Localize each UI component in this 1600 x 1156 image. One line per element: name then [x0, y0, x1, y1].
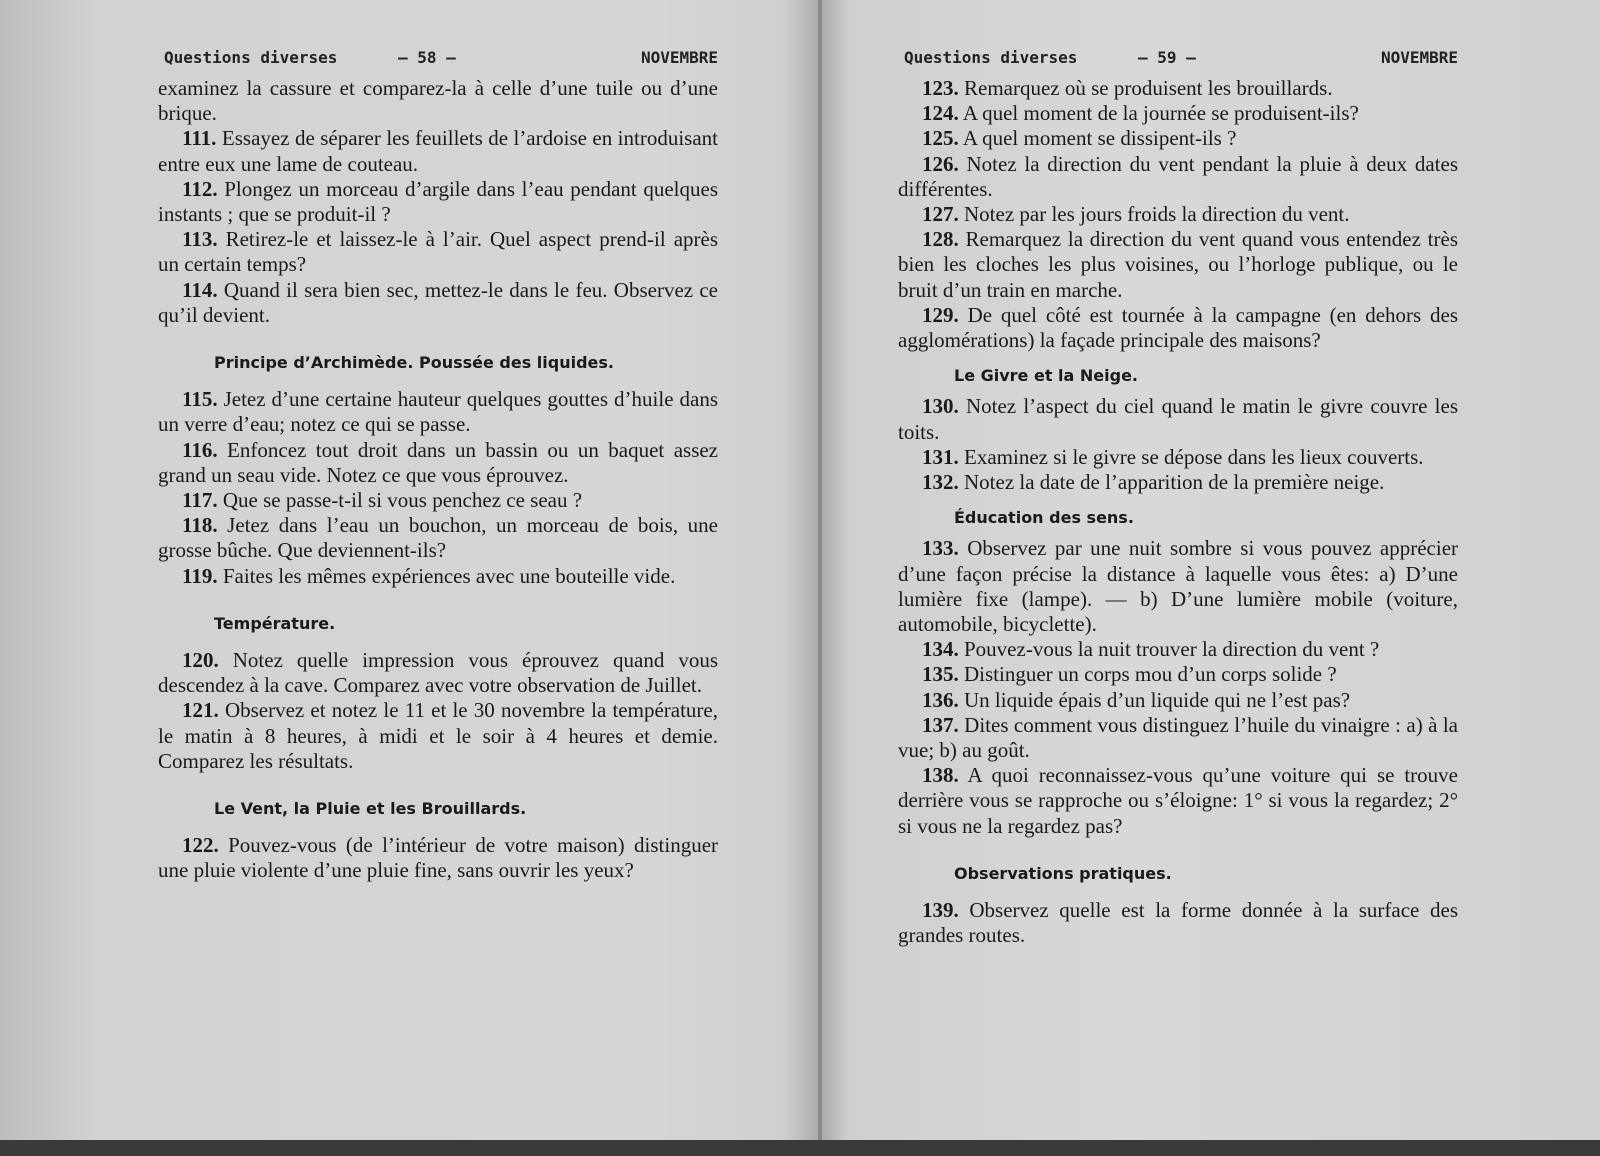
section-heading: Le Vent, la Pluie et les Brouillards. [214, 799, 527, 819]
question-text: Pouvez-vous (de l’intérieur de votre maison) distinguer une pluie violente d’une pluie fine, sans ouvrir les yeux? [158, 833, 719, 883]
question-paragraph [158, 833, 718, 883]
question-number: 115. [182, 387, 218, 412]
question-text: Faites les mêmes expériences avec une bouteille vide. [222, 563, 676, 588]
question-paragraph [898, 445, 1458, 470]
question-number: 123. [922, 76, 959, 100]
header-month: NOVEMBRE [1380, 48, 1458, 67]
question-number: 118. [182, 513, 218, 538]
question-number: 113. [182, 227, 218, 252]
question-number: 112. [182, 176, 218, 201]
question-text: A quoi reconnaissez-vous qu’une voiture qui se trouve derrière vous se rapproche ou s’éloigne: 1° si vous la regardez; 2° si vous ne la regardez pas? [898, 763, 1458, 838]
question-text: Observez quelle est la forme donnée à la surface des grandes routes. [898, 898, 1459, 948]
question-text: Retirez-le et laissez-le à l’air. Quel aspect prend-il après un certain temps? [158, 227, 719, 277]
question-number: 139. [922, 898, 959, 923]
question-text: Enfoncez tout droit dans un bassin ou un baquet assez grand un seau vide. Notez ce que vous éprouvez. [158, 437, 719, 487]
question-paragraph [158, 488, 718, 513]
page-body [898, 76, 1458, 949]
question-text: Notez quelle impression vous éprouvez quand vous descendez à la cave. Comparez avec votre observation de Juillet. [158, 648, 718, 698]
question-text: A quel moment de la journée se produisent-ils? [962, 101, 1359, 126]
question-paragraph [898, 126, 1458, 151]
header-page-number: — 59 — [1138, 48, 1196, 67]
question-number: 124. [922, 101, 959, 126]
question-text: Distinguer un corps mou d’un corps solide ? [964, 662, 1337, 687]
question-paragraph [158, 513, 718, 563]
question-text: De quel côté est tournée à la campagne (en dehors des agglomérations) la façade principale des maisons? [898, 302, 1458, 353]
section-heading: Observations pratiques. [954, 863, 1172, 883]
question-text: Remarquez la direction du vent quand vous entendez très bien les cloches les plus voisines, ou l’horloge publique, ou le bruit d’un train en marche. [898, 227, 1458, 302]
question-number: 130. [922, 394, 959, 419]
question-text: Dites comment vous distinguez l’huile du vinaigre : a) à la vue; b) au goût. [898, 712, 1458, 763]
question-paragraph [158, 227, 718, 277]
question-paragraph [158, 648, 718, 698]
header-section-title: Questions diverses [904, 48, 1078, 67]
page-body [158, 76, 718, 884]
question-paragraph [158, 698, 718, 774]
question-paragraph [898, 303, 1458, 353]
header-page-number: — 58 — [398, 48, 456, 67]
question-number: 134. [922, 637, 959, 662]
question-paragraph [898, 470, 1458, 495]
question-paragraph [898, 227, 1458, 303]
question-paragraph [898, 713, 1458, 763]
page-59 [898, 44, 1458, 949]
question-text: examinez la cassure et comparez-la à celle d’une tuile ou d’une brique. [158, 76, 718, 126]
question-text: Jetez d’une certaine hauteur quelques gouttes d’huile dans un verre d’eau; notez ce qui se passe. [158, 387, 719, 437]
question-number: 127. [922, 202, 959, 227]
section-heading: Éducation des sens. [954, 508, 1134, 528]
question-paragraph [898, 898, 1458, 948]
question-text: Que se passe-t-il si vous penchez ce seau ? [222, 488, 583, 513]
question-number: 117. [182, 488, 218, 513]
question-text: Remarquez où se produisent les brouillards. [964, 76, 1333, 100]
question-paragraph [158, 76, 718, 126]
question-number: 135. [922, 662, 959, 687]
question-text: Notez par les jours froids la direction du vent. [964, 202, 1350, 227]
question-number: 131. [922, 444, 959, 469]
question-text: Quand il sera bien sec, mettez-le dans le feu. Observez ce qu’il devient. [158, 277, 719, 327]
question-number: 126. [922, 151, 959, 176]
question-text: Essayez de séparer les feuillets de l’ardoise en introduisant entre eux une lame de couteau. [158, 126, 718, 176]
question-number: 116. [182, 437, 218, 462]
question-paragraph [158, 126, 718, 176]
question-text: Observez par une nuit sombre si vous pouvez apprécier d’une façon précise la distance à laquelle vous êtes: a) D’une lumière fixe (lampe). — b) D’une lumière mobile (voiture, automobile, bicyclette). [898, 536, 1459, 637]
question-paragraph [898, 101, 1458, 126]
question-number: 111. [182, 126, 217, 151]
header-section-title: Questions diverses [164, 48, 338, 67]
question-paragraph [898, 152, 1458, 202]
question-number: 133. [922, 536, 959, 561]
question-paragraph [158, 564, 718, 589]
header-month: NOVEMBRE [640, 48, 718, 67]
book-gutter [818, 0, 822, 1140]
question-text: Notez la direction du vent pendant la pluie à deux dates différentes. [898, 151, 1458, 201]
question-paragraph [898, 536, 1458, 637]
running-header [158, 44, 718, 76]
question-number: 122. [182, 833, 219, 858]
question-number: 132. [922, 470, 959, 495]
question-paragraph [158, 387, 718, 437]
question-number: 125. [922, 126, 959, 151]
question-text: Un liquide épais d’un liquide qui ne l’est pas? [964, 687, 1351, 712]
section-heading: Principe d’Archimède. Poussée des liquides. [214, 353, 615, 373]
question-text: Observez et notez le 11 et le 30 novembre la température, le matin à 8 heures, à midi et le soir à 4 heures et demie. Comparez les résultats. [158, 698, 719, 773]
section-heading: Température. [214, 613, 336, 633]
question-paragraph [898, 76, 1458, 101]
question-number: 137. [922, 712, 959, 737]
question-paragraph [898, 394, 1458, 444]
question-number: 129. [922, 302, 959, 327]
question-text: Plongez un morceau d’argile dans l’eau pendant quelques instants ; que se produit-il ? [158, 176, 719, 227]
question-text: Examinez si le givre se dépose dans les lieux couverts. [964, 444, 1424, 469]
question-paragraph [898, 662, 1458, 687]
running-header [898, 44, 1458, 76]
question-text: Jetez dans l’eau un bouchon, un morceau de bois, une grosse bûche. Que deviennent-ils? [158, 513, 718, 563]
question-number: 138. [922, 763, 959, 788]
question-paragraph [158, 278, 718, 328]
page-58 [158, 44, 718, 884]
question-number: 114. [182, 277, 218, 302]
question-number: 128. [922, 227, 959, 252]
question-number: 120. [182, 648, 219, 673]
question-text: Pouvez-vous la nuit trouver la direction du vent ? [964, 637, 1380, 662]
question-paragraph [898, 763, 1458, 839]
question-paragraph [898, 688, 1458, 713]
question-number: 121. [182, 698, 219, 723]
question-paragraph [158, 438, 718, 488]
question-text: A quel moment se dissipent-ils ? [962, 126, 1237, 151]
question-paragraph [898, 637, 1458, 662]
section-heading: Le Givre et la Neige. [954, 366, 1139, 386]
question-number: 119. [182, 563, 218, 588]
question-paragraph [158, 177, 718, 227]
question-text: Notez l’aspect du ciel quand le matin le givre couvre les toits. [898, 394, 1459, 444]
question-text: Notez la date de l’apparition de la première neige. [964, 470, 1385, 495]
question-number: 136. [922, 687, 959, 712]
question-paragraph [898, 202, 1458, 227]
